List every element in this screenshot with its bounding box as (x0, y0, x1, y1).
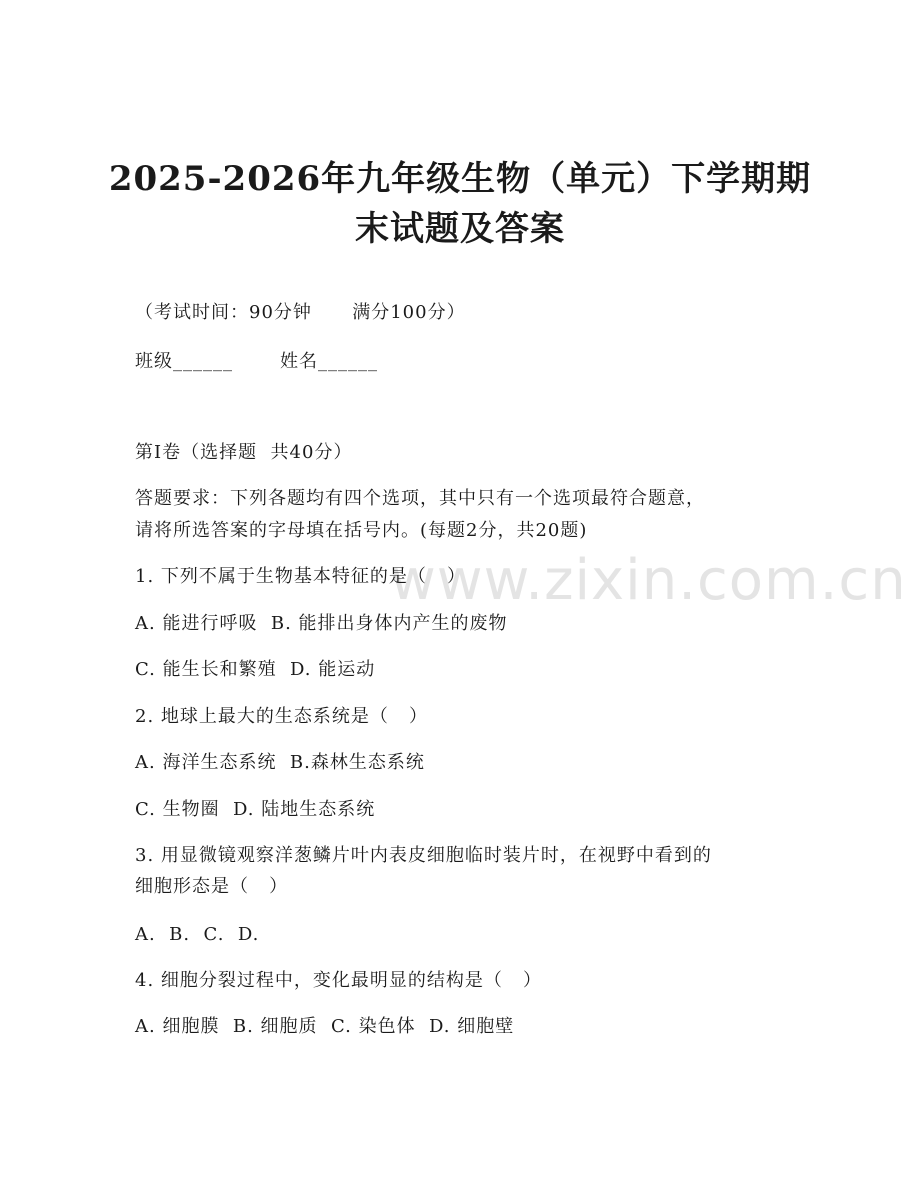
section-heading: 第Ⅰ卷（选择题 共40分） (135, 442, 353, 463)
exam-info: （考试时间：90分钟 满分100分） (135, 302, 466, 323)
question-2: 2. 地球上最大的生态系统是（ ） (135, 706, 429, 727)
question-3-line-2: 细胞形态是（ ） (135, 876, 289, 897)
question-1: 1. 下列不属于生物基本特征的是（ ） (135, 566, 467, 587)
question-3-line-1: 3. 用显微镜观察洋葱鳞片叶内表皮细胞临时装片时，在视野中看到的 (135, 845, 712, 866)
instructions-line-1: 答题要求：下列各题均有四个选项，其中只有一个选项最符合题意， (135, 488, 705, 509)
watermark: www.zixin.com.cn (390, 548, 907, 613)
question-4: 4. 细胞分裂过程中，变化最明显的结构是（ ） (135, 970, 543, 991)
class-name-fields: 班级______ 姓名______ (135, 351, 379, 372)
question-1-options-cd: C. 能生长和繁殖 D. 能运动 (135, 659, 376, 680)
page-title-line-2: 末试题及答案 (355, 209, 565, 249)
question-2-options-cd: C. 生物圈 D. 陆地生态系统 (135, 799, 376, 820)
instructions-line-2: 请将所选答案的字母填在括号内。(每题2分，共20题) (135, 520, 588, 541)
question-1-options-ab: A. 能进行呼吸 B. 能排出身体内产生的废物 (135, 613, 508, 634)
page-title-line-1: 2025-2026年九年级生物（单元）下学期期 (108, 159, 812, 199)
question-2-options-ab: A. 海洋生态系统 B.森林生态系统 (135, 752, 425, 773)
question-4-options: A. 细胞膜 B. 细胞质 C. 染色体 D. 细胞壁 (135, 1016, 515, 1037)
question-3-options: A. B. C. D. (135, 924, 260, 945)
